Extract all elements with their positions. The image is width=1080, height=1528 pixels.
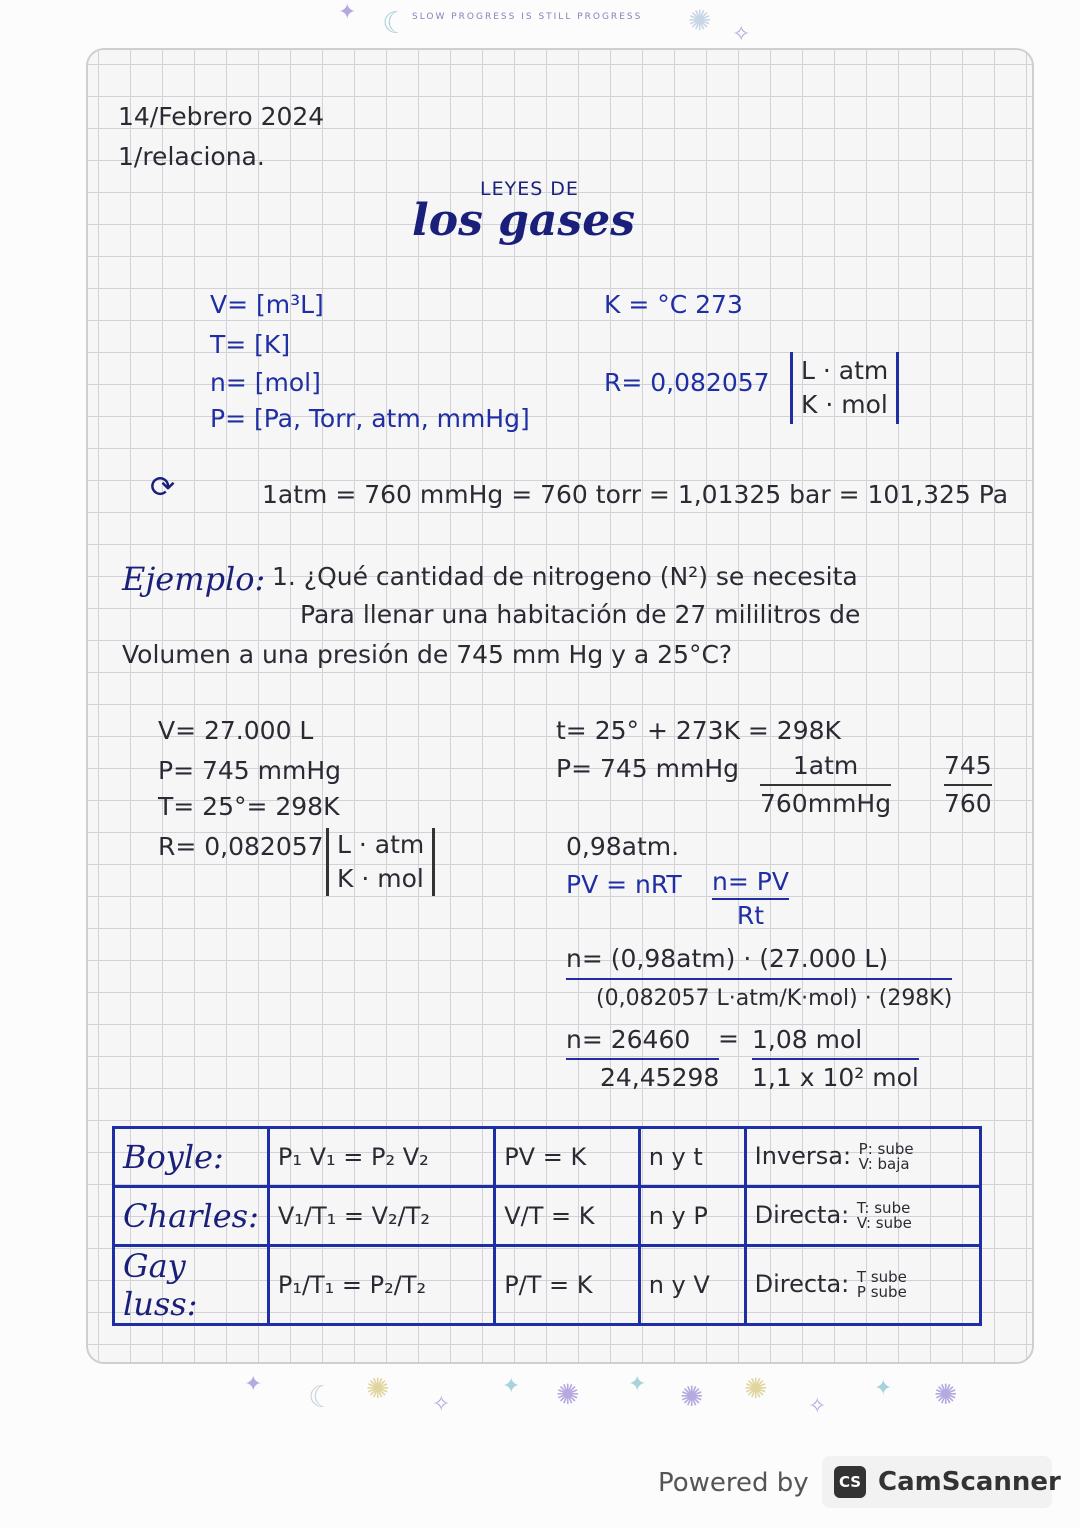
camscanner-brand: CamScanner [878, 1467, 1061, 1497]
sparkle-icon: ✦ [874, 1376, 893, 1401]
temp-conversion: t= 25° + 273K = 298K [556, 716, 841, 745]
motto-banner: SLOW PROGRESS IS STILL PROGRESS [412, 12, 643, 22]
example-line-3: Volumen a una presión de 745 mm Hg y a 25°C? [122, 640, 733, 669]
given-temperature: T= 25°= 298K [158, 792, 340, 821]
unit-pressure: P= [Pa, Torr, atm, mmHg] [210, 404, 530, 433]
relation-line-2: P sube [856, 1283, 907, 1301]
sun-icon: ✺ [934, 1378, 958, 1411]
law-fixed: n y P [639, 1187, 745, 1246]
camscanner-logo-icon: CS [834, 1466, 866, 1498]
table-row [114, 1246, 981, 1325]
sparkle-icon: ✦ [338, 0, 357, 25]
camscanner-badge [822, 1456, 1061, 1508]
page-title: los gases [412, 195, 635, 246]
unit-moles: n= [mol] [210, 368, 321, 397]
given-pressure: P= 745 mmHg [158, 756, 342, 785]
relation-line-1: P: sube [858, 1140, 914, 1158]
sparkle-icon: ✦ [502, 1374, 521, 1399]
sparkle-icon: ✦ [628, 1372, 647, 1397]
sun-icon: ✺ [688, 4, 712, 37]
relation-line-1: T sube [856, 1268, 907, 1286]
r-units-den: K · mol [801, 390, 888, 419]
n-formula-den: Rt [736, 901, 765, 930]
law-constant: PV = K [495, 1128, 640, 1187]
law-fixed: n y V [639, 1246, 745, 1325]
p-result-den: 760 [944, 789, 992, 818]
r-constant: R= 0,082057 [604, 368, 770, 397]
pressure-conversion: P= 745 mmHg [556, 754, 740, 783]
moon-icon: ☾ [308, 1380, 335, 1415]
sun-icon: ✺ [366, 1372, 390, 1405]
unit-volume: V= [m³L] [210, 290, 324, 319]
star-icon: ✧ [732, 22, 751, 47]
law-relation [745, 1187, 980, 1246]
title-small: LEYES DE [480, 178, 579, 200]
n-formula-num: n= PV [712, 866, 789, 900]
given-r-num: L · atm [337, 830, 425, 859]
law-relation [745, 1128, 980, 1187]
law-constant: P/T = K [495, 1246, 640, 1325]
star-icon: ✧ [808, 1394, 827, 1419]
relation-line-2: V: baja [858, 1155, 910, 1173]
law-formula: P₁ V₁ = P₂ V₂ [268, 1128, 494, 1187]
sun-icon: ✺ [680, 1380, 704, 1413]
sun-icon: ✺ [556, 1378, 580, 1411]
p-result-num: 745 [944, 748, 992, 786]
sparkle-icon: ✦ [244, 1372, 263, 1397]
example-line-2: Para llenar una habitación de 27 mililitros de [300, 600, 861, 629]
powered-by-text: Powered by [658, 1468, 809, 1498]
example-line-1: 1. ¿Qué cantidad de nitrogeno (N²) se necesita [272, 562, 858, 591]
result-den: 1,1 x 10² mol [752, 1063, 919, 1092]
n-value-den: 24,45298 [600, 1063, 720, 1092]
date: 14/Febrero 2024 [118, 102, 325, 131]
kelvin-conversion: K = °C 273 [604, 290, 743, 319]
gas-laws-table [112, 1126, 982, 1326]
r-units-num: L · atm [801, 356, 889, 385]
law-name: Boyle: [114, 1128, 269, 1187]
sun-icon: ✺ [744, 1372, 768, 1405]
law-name: Charles: [114, 1187, 269, 1246]
relation-type: Directa: [754, 1270, 850, 1298]
law-formula: P₁/T₁ = P₂/T₂ [268, 1246, 494, 1325]
equals-sign: = [718, 1024, 739, 1053]
relation-type: Inversa: [754, 1142, 852, 1170]
given-volume: V= 27.000 L [158, 716, 314, 745]
given-r: R= 0,082057 [158, 832, 324, 861]
moon-icon: ☾ [382, 6, 409, 41]
relation-line-2: V: sube [856, 1214, 912, 1232]
n-value-num: n= 26460 [566, 1022, 719, 1060]
pressure-equivalence: 1atm = 760 mmHg = 760 torr = 1,01325 bar = 101,325 Pa [262, 480, 1009, 509]
n-sub-num: n= (0,98atm) · (27.000 L) [566, 940, 952, 980]
result-num: 1,08 mol [752, 1022, 919, 1060]
n-sub-den: (0,082057 L·atm/K·mol) · (298K) [596, 986, 953, 1011]
star-icon: ✧ [432, 1392, 451, 1417]
table-row [114, 1128, 981, 1187]
law-fixed: n y t [639, 1128, 745, 1187]
pressure-atm: 0,98atm. [566, 832, 680, 861]
relation-line-1: T: sube [856, 1199, 911, 1217]
example-label: Ejemplo: [122, 560, 266, 598]
law-relation [745, 1246, 980, 1325]
relation-type: Directa: [754, 1201, 850, 1229]
given-r-den: K · mol [337, 864, 424, 893]
law-name: Gay luss: [114, 1246, 269, 1325]
swirl-icon: ⟳ [150, 470, 176, 505]
subtitle: 1/relaciona. [118, 142, 265, 171]
law-constant: V/T = K [495, 1187, 640, 1246]
unit-temperature: T= [K] [210, 330, 291, 359]
table-row [114, 1187, 981, 1246]
p-frac-den: 760mmHg [760, 789, 892, 818]
p-frac-num: 1atm [760, 748, 891, 786]
ideal-gas-law: PV = nRT [566, 870, 682, 899]
law-formula: V₁/T₁ = V₂/T₂ [268, 1187, 494, 1246]
